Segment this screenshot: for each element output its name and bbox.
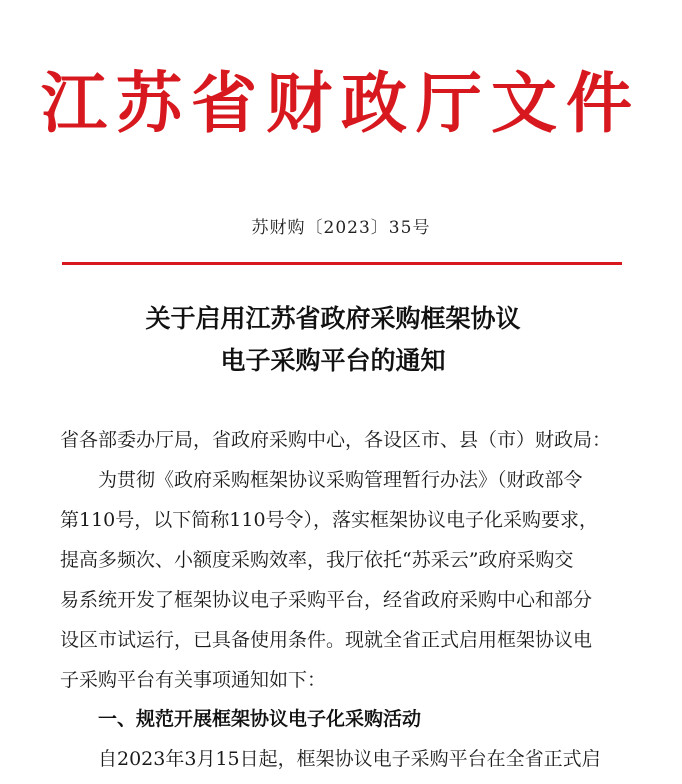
document-number: 苏财购〔2023〕35号 xyxy=(251,218,431,238)
red-divider-line xyxy=(62,262,622,265)
section-heading: 一、规范开展框架协议电子化采购活动 xyxy=(98,708,422,730)
section-body-line: 自2023年3月15日起，框架协议电子采购平台在全省正式启 xyxy=(98,748,601,770)
addressee-line: 省各部委办厅局，省政府采购中心，各设区市、县（市）财政局： xyxy=(60,429,612,451)
document-header-title: 江苏省财政厅文件 xyxy=(41,64,641,142)
paragraph-line: 设区市试运行，已具备使用条件。现就全省正式启用框架协议电 xyxy=(60,629,593,651)
paragraph-line: 为贯彻《政府采购框架协议采购管理暂行办法》（财政部令 xyxy=(98,469,583,491)
paragraph-line: 易系统开发了框架协议电子采购平台，经省政府采购中心和部分 xyxy=(60,589,593,611)
notice-title-line-1: 关于启用江苏省政府采购框架协议 xyxy=(145,304,521,333)
paragraph-line: 子采购平台有关事项通知如下： xyxy=(60,669,327,691)
notice-title-line-2: 电子采购平台的通知 xyxy=(220,346,446,375)
paragraph-line: 第110号，以下简称110号令），落实框架协议电子化采购要求， xyxy=(60,509,599,531)
paragraph-line: 提高多频次、小额度采购效率，我厅依托“苏采云”政府采购交 xyxy=(60,549,574,571)
